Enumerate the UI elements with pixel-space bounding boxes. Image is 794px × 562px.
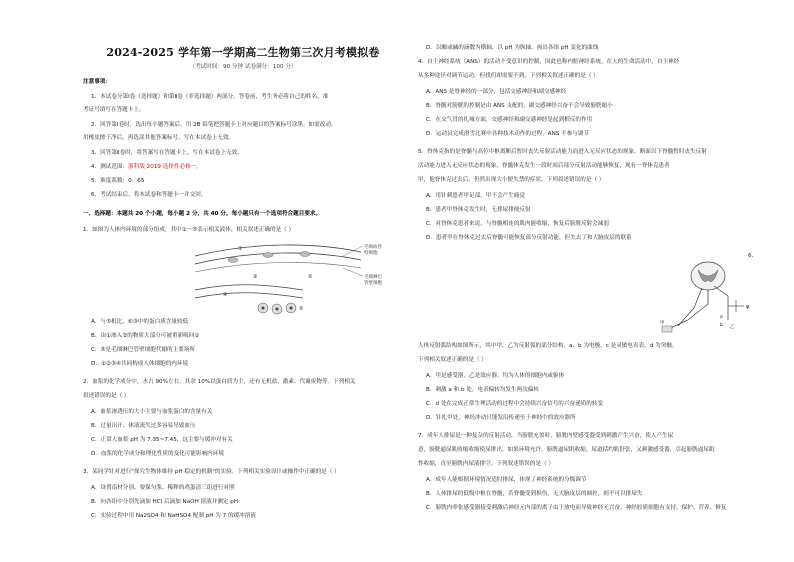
q5-stem-2: 活动能力进入无反应状态的现象。脊髓休克发生一段时间后部分反射活动能够恢复，现有一脊休克患者 (418, 163, 670, 169)
fig-marker-4: ④ (223, 292, 228, 298)
note-4-prefix: 4．测试范围： (91, 164, 129, 170)
exam-title: 2024-2025 学年第一学期高二生物第三次月考模拟卷 (106, 46, 380, 59)
left-column (83, 0, 403, 562)
test-range: 浙科版 2019 选择性必修一。 (128, 164, 202, 170)
q2-option-d: D．血浆的化学成分和理化性质的变化可能影响内环境 (91, 451, 224, 457)
q7-stem-3: 性收缩，直至膀胱内尿液排空。下列叙述错误的是（ ） (418, 461, 555, 467)
note-1b: 考证号填写在答题卡上。 (83, 107, 145, 113)
exam-subtitle: （考试时间：90 分钟 试卷满分：100 分） (189, 64, 297, 70)
note-2b: 用橡皮擦干净后，再选涂其他答案标号。写在本试卷上无效。 (83, 135, 235, 141)
fig-label-lymph: 毛细淋巴 (364, 275, 382, 280)
q7-option-b: B．人体排尿的低级中枢在脊髓，若脊髓受到损伤，无大脑皮层的调控，则不可以排尿失 (426, 491, 643, 497)
q5-option-c: C．对脊休克患者来说，与脊髓相连的肌肉能收缩，恢复后膀胱反射会减弱 (426, 221, 609, 227)
fig6-label-b: b (720, 323, 723, 328)
q5-stem-1: 5．脊休克指的是脊髓与高位中枢离断后暂时丧失反射活动能力而进入无反应状态的现象。断面以下脊髓暂时丧失反射 (418, 149, 707, 155)
fig-marker-1: ① (238, 246, 243, 252)
fig-label-capillary: 毛细血管 (364, 245, 382, 250)
section-1-heading: 一、选择题：本题共 20 个小题，每小题 2 分，共 40 分。每小题只有一个选项符合题目要求。 (83, 211, 322, 217)
q4-stem-1: 4．自主神经系统（ANS）的活动不受意识的控制，因此也称内脏神经系统。在人的生命活动中，自主神经 (418, 59, 680, 65)
note-2a: 2．回答第Ⅰ卷时，选出每小题答案后，用 2B 铅笔把答题卡上对应题目的答案标号涂黑。如需改动， (91, 122, 337, 128)
q1-option-c: C．⑤是毛细淋巴管壁细胞代谢的主要场所 (91, 347, 196, 353)
fig6-label-a: a (720, 315, 723, 320)
q7-stem-1: 7．成年人排尿是一种复杂的反射活动，当膀胱充盈时，膀胱内壁感受器受到刺激产生兴奋，使人产生尿 (418, 433, 674, 439)
q6-option-d: D．针扎甲处，神经冲动只能发沿传递至于神经中的效应器所 (426, 415, 576, 421)
q2-stem-1: 2．血浆的化学成分中，水占 90%左右，其余 10%以蛋白质为主，还有无机盐、激素、代谢废物等。下列相关 (83, 379, 356, 385)
q3-option-c: C．实验过程中用 Na2SO4 和 NaHSO4 配制 pH 为 7 的缓冲溶液 (91, 513, 256, 519)
note-4 (91, 163, 202, 171)
q4-option-b: B．脊髓对膀胱的控制是由 ANS 支配的，副交感神经兴奋不会导致膀胱缩小 (426, 103, 613, 109)
q2-stem-2: 叙述错误的是（ ） (83, 393, 130, 399)
fig-label-capillary-b: 壁细胞 (364, 251, 378, 256)
q6-option-c: C．d 处在完成正常生理活动的过程中会持续兴奋信号的兴奋递质的转变 (426, 401, 604, 407)
q3-option-a: A．设置南材分别、要保匀浆、稀释的鸡蛋清三组进行对照 (91, 485, 235, 491)
q1-option-d: D．①②③④共同构成人体细胞的内环境 (91, 361, 189, 367)
q1-stem: 1．如图为人体内环境的部分组成，其中①～⑤表示相关液体，相关叙述正确的是（ ） (83, 227, 295, 233)
q1-figure (193, 238, 393, 316)
note-3: 3．回答第Ⅱ卷时，将答案写在答题卡上。写在本试卷上无效。 (91, 150, 243, 156)
note-6: 6．考试结束后，将本试卷和答题卡一并交回。 (91, 192, 207, 198)
q7-option-c: C．膀胱内牵张感受器接受刺激后神经元内部的离子由于放电而导致神经元兴奋，神经胶质细胞有支持、保护、营养、修复 (426, 505, 727, 511)
q3-option-b: B．向各组中分别先滴加 HCl 后滴加 NaOH 溶液并测定 pH (91, 499, 239, 505)
q2-option-a: A．血浆渗透压的大小主要与血浆蛋白的含量有关 (91, 409, 213, 415)
q4-stem-2: 从多种途径对调节运动，但找们却需要不到。下列相关叙述正确的是（ ） (418, 73, 599, 79)
q7-option-a: A．成年人能根据环境情况适时排尿，体现了神经系统的分级调节 (426, 477, 587, 483)
note-5: 5．难度系数：0．65 (91, 178, 145, 184)
note-1a: 1．本试卷分第Ⅰ卷（选择题）和第Ⅱ卷（非选择题）两部分。答卷前，考生务必将自己的姓名、准 (91, 94, 329, 100)
q2-option-c: C．正常人血浆 pH 为 7.35~7.45，这主要与缓冲对有关 (91, 437, 233, 443)
q4-option-a: A．ANS 是脊神经的一部分，包括交感神经和副交感神经 (426, 89, 567, 95)
fig-label-lymph-b: 管壁细胞 (364, 281, 382, 286)
q4-option-c: C．在交气冒的扎城方面，交感神经和副交感神经是起到相反的作用 (426, 117, 593, 123)
q5-option-a: A．用针刺患者甲足部，甲不会产生痛觉 (426, 193, 525, 199)
q6-option-a: A．甲是感受器，乙是效应器，均为人体的细胞内或躯体 (426, 373, 565, 379)
fig-marker-3: ③ (253, 274, 258, 280)
q6-number: 6． (748, 253, 758, 259)
q7-stem-2: 意，膀胱逼尿肌收缩收缩使尿排出。如果环境允许，膀胱逼尿肌收缩，尿道括约肌舒张，又刺激感受器，引起膀胱逼尿肌 (418, 447, 715, 453)
fig6-label-jia: 甲 (660, 321, 665, 326)
fig-marker-2: ② (308, 274, 313, 280)
q2-option-b: B．过量出汗、体液流失过多容易导致血压 (91, 423, 196, 429)
q6-figure (658, 256, 758, 338)
notes-heading: 注意事项： (83, 79, 111, 85)
q5-option-b: B．患者甲脊休克发生时，无排尿排便反射 (426, 207, 531, 213)
right-column (418, 0, 763, 562)
q1-option-a: A．与⑤相比，⑥③中的蛋白质含量较低 (91, 319, 189, 325)
q4-option-d: D．运动员完成滑雪比赛中各种技术动作的过程，ANS 不参与调节 (426, 131, 590, 137)
q1-option-b: B．由①渗入②的物质大部分可被重新吸回① (91, 333, 200, 339)
q3-stem: 3．某同学针对进行"探究生物体维持 pH 稳定的机制"的实验。下列相关实验设计或操作中正确的是（ ） (83, 469, 340, 475)
q5-option-d: D．患者甲在脊休克过去后脊髓可能恢复部分反射功能，但失去了和大脑皮层的联系 (426, 235, 632, 241)
q5-stem-3: 甲，他脊休克过去后，仍然出现大小便失禁的症状。下列叙述错误的是（ ） (418, 177, 605, 183)
q6-option-b: B．刺激 a 和 b 处，电表偏转均发生两次偏转 (426, 387, 540, 393)
fig6-label-yi: 乙 (730, 325, 735, 330)
q6-stem-1: 人体反射弧结构如图所示，其中甲、乙为反射弧的部分结构，a、b 为电极，c 是灵敏电表表，d 为突触。 (418, 343, 678, 349)
q3-option-d: D．以酸或碱的滴数为横轴，以 pH 为纵轴，画出各组 pH 变化的曲线 (426, 45, 599, 51)
fig6-meter-label: ψ (746, 304, 750, 310)
q6-stem-2: 下列相关叙述正确的是（ ） (418, 357, 487, 363)
fig-marker-5: ⑤ (299, 306, 304, 312)
